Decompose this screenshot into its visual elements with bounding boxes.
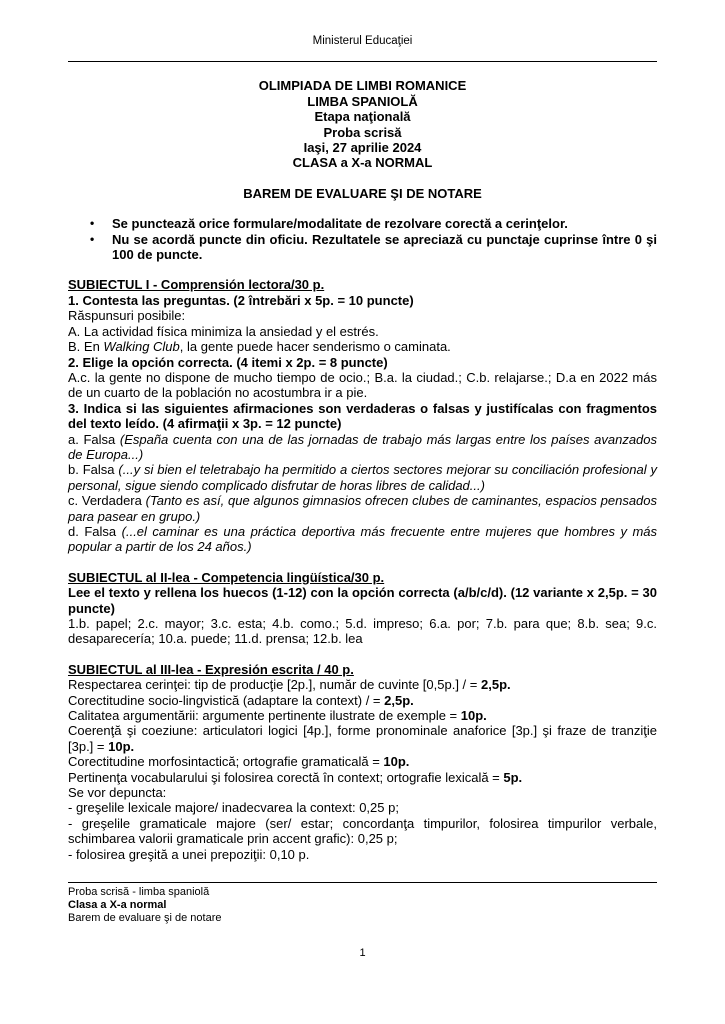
s2-answers: 1.b. papel; 2.c. mayor; 3.c. esta; 4.b. como.; 5.d. impreso; 6.a. por; 7.b. para que; 8.b. sea; 9.c. desaparecería; 10.a. puede; 11.d. prensa; 12.b. lea <box>68 616 657 647</box>
s1-q1-answer-b <box>68 339 657 354</box>
s1-q3-item-a <box>68 432 657 463</box>
s1-q3-d-label: d. Falsa <box>68 523 122 539</box>
s3-deduction-intro: Se vor depuncta: <box>68 785 167 801</box>
s3-c6-text: Pertinenţa vocabularului şi folosirea corectă în context; ortografie lexicală = <box>68 769 504 785</box>
s3-c4-text: Coerenţă şi coeziune: articulatori logici [4p.], forme pronominale anaforice [3p.] şi fraze de tranziţie [3p.] = <box>68 723 657 754</box>
s1-q3-item-b <box>68 462 657 493</box>
s1-q2-answer: A.c. la gente no dispone de mucho tiempo de ocio.; B.a. la ciudad.; C.b. relajarse.; D.a en 2022 más de un cuarto de la población no acostumbra ir a pie. <box>68 369 657 401</box>
page-number: 1 <box>359 947 366 959</box>
general-notes <box>68 216 657 262</box>
s3-c3-points: 10p. <box>460 708 487 724</box>
s3-c4-points: 10p. <box>108 738 135 754</box>
note-text-2: Nu se acordă puncte din oficiu. Rezultatele se apreciază cu punctaje cuprinse între 0 şi 100 de puncte. <box>112 231 657 263</box>
s1-q1-b-pre: B. En <box>68 339 104 355</box>
note-text-1: Se punctează orice formulare/modalitate de rezolvare corectă a cerinţelor. <box>112 216 568 232</box>
footer-divider <box>68 882 657 883</box>
s1-q3-b-label: b. Falsa <box>68 462 119 478</box>
s1-q1-b-post: , la gente puede hacer senderismo o caminata. <box>179 339 451 355</box>
language-title: LIMBA SPANIOLĂ <box>307 93 418 109</box>
s3-c2-points: 2,5p. <box>384 692 414 708</box>
section-1-comprension-lectora <box>68 277 657 554</box>
s2-task: Lee el texto y rellena los huecos (1-12) con la opción correcta (a/b/c/d). (12 variante x 2,5p. = 30 puncte) <box>68 585 657 616</box>
s3-deduction-2: - greşelile gramaticale majore (ser/ estar; concordanţa timpurilor, folosirea timpurilor verbale, schimbarea valorii gramaticale prin accent grafic): 0,25 p; <box>68 815 657 847</box>
s3-c6-points: 5p. <box>503 769 523 785</box>
document-footer <box>68 882 657 925</box>
olympiad-title: OLIMPIADA DE LIMBI ROMANICE <box>258 78 467 94</box>
s1-q3-item-c <box>68 493 657 524</box>
document-header <box>68 34 657 62</box>
s3-criterion-4 <box>68 723 657 754</box>
s1-q3-a-quote: (España cuenta con una de las jornadas de trabajo más largas entre los países avanzados de Europa...) <box>68 431 658 462</box>
footer-exam-line: Proba scrisă - limba spaniolă <box>68 886 210 898</box>
s1-q1-answer-a: A. La actividad física minimiza la ansiedad y el estrés. <box>68 323 379 339</box>
stage-line: Etapa naţională <box>314 109 411 125</box>
s3-criterion-3 <box>68 708 657 723</box>
s3-deduction-3: - folosirea greşită a unei prepoziţii: 0,10 p. <box>68 846 310 862</box>
s3-c2-text: Corectitudine socio-lingvistică (adaptare la context) / = <box>68 692 385 708</box>
section-2-competencia-linguistica <box>68 570 657 647</box>
s1-q3-a-label: a. Falsa <box>68 431 120 447</box>
s1-q3-c-label: c. Verdadera <box>68 493 146 509</box>
s3-criterion-1 <box>68 677 657 692</box>
exam-type-line: Proba scrisă <box>323 124 402 140</box>
s3-c5-points: 10p. <box>383 754 410 770</box>
note-item-2 <box>68 232 657 263</box>
s3-c3-text: Calitatea argumentării: argumente pertinente ilustrate de exemple = <box>68 708 461 724</box>
bullet-icon: • <box>90 231 95 246</box>
s3-c1-text: Respectarea cerinţei: tip de producţie [2p.], număr de cuvinte [0,5p.] / = <box>68 677 481 693</box>
s1-q3-item-d <box>68 524 657 555</box>
section-1-heading: SUBIECTUL I - Comprensión lectora/30 p. <box>68 277 325 293</box>
location-date-line: Iaşi, 27 aprilie 2024 <box>303 140 422 156</box>
section-3-heading: SUBIECTUL al III-lea - Expresión escrita / 40 p. <box>68 661 354 677</box>
title-block <box>68 78 657 170</box>
note-item-1 <box>68 216 657 231</box>
s3-criterion-2 <box>68 693 657 708</box>
barem-title: BAREM DE EVALUARE ŞI DE NOTARE <box>243 185 482 201</box>
footer-barem-line: Barem de evaluare şi de notare <box>68 912 222 924</box>
s1-q3-c-quote: (Tanto es así, que algunos gimnasios ofrecen clubes de caminantes, espacios pensados para pasear en grupo.) <box>68 493 658 524</box>
s1-q3-title: 3. Indica si las siguientes afirmaciones son verdaderas o falsas y justifícalas con fragmentos del texto leído. (4 afirmaţii x 3p. = 12 puncte) <box>68 400 657 432</box>
ministry-header: Ministerul Educaţiei <box>312 35 413 47</box>
section-2-heading: SUBIECTUL al II-lea - Competencia lingüística/30 p. <box>68 569 385 585</box>
s1-q2-title: 2. Elige la opción correcta. (4 itemi x 2p. = 8 puncte) <box>68 354 388 370</box>
bullet-icon: • <box>90 216 95 231</box>
s3-criterion-5 <box>68 754 657 769</box>
s1-q3-b-quote: (...y si bien el teletrabajo ha permitido a ciertos sectores mejorar su conciliación profesional y personal, sigue siendo complicado disfrutar de horas libres de calidad...) <box>68 462 657 493</box>
s3-deduction-1: - greşelile lexicale majore/ inadecvarea la context: 0,25 p; <box>68 800 399 816</box>
footer-class-line: Clasa a X-a normal <box>68 899 167 911</box>
header-divider <box>68 61 657 62</box>
s1-q1-b-italic: Walking Club <box>103 339 180 355</box>
s1-q1-title: 1. Contesta las preguntas. (2 întrebări x 5p. = 10 puncte) <box>68 292 414 308</box>
s1-q3-d-quote: (...el caminar es una práctica deportiva más frecuente entre mujeres que hombres y más popular a partir de los 24 años.) <box>68 523 657 555</box>
s1-q1-intro: Răspunsuri posibile: <box>68 308 186 324</box>
class-line: CLASA a X-a NORMAL <box>292 155 433 171</box>
s3-c5-text: Corectitudine morfosintactică; ortografie gramaticală = <box>68 754 384 770</box>
section-3-expresion-escrita <box>68 662 657 862</box>
s3-criterion-6 <box>68 770 657 785</box>
s3-c1-points: 2,5p. <box>481 677 511 693</box>
